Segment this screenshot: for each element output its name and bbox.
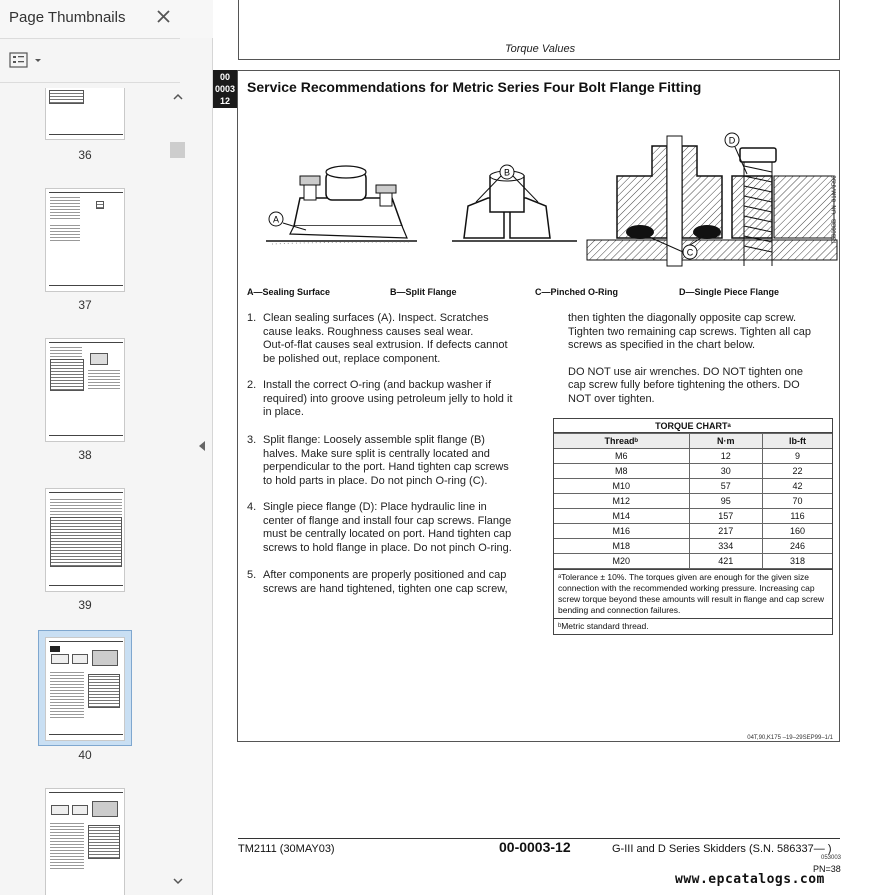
watermark-text: www.epcatalogs.com xyxy=(675,872,825,887)
step-text: After components are properly positioned and cap screws are hand tightened, tighten one cap screw, xyxy=(263,569,508,595)
torque-chart-title: TORQUE CHARTᵃ xyxy=(554,419,832,433)
step-text: Install the correct O-ring (and backup washer if required) into groove using petroleum jelly to hold it in place. xyxy=(263,379,513,418)
nm-cell: 12 xyxy=(689,449,762,464)
thread-cell: M10 xyxy=(554,479,689,494)
side-tab-line: 00 xyxy=(219,72,230,82)
thread-cell: M16 xyxy=(554,524,689,539)
flange-illustration xyxy=(242,126,842,286)
thumbnail-scrollbar[interactable] xyxy=(170,88,186,895)
panel-divider xyxy=(0,82,180,83)
thread-cell: M8 xyxy=(554,464,689,479)
step-text: Single piece flange (D): Place hydraulic line in center of flange and install four cap screws. Flange must be centrally located on port. Hand tighten cap screws to hold flange in place. Do not pinch O-ring. xyxy=(263,501,512,554)
scroll-up-icon[interactable] xyxy=(173,92,183,102)
footer-code: 053003 xyxy=(821,855,842,861)
step-number: 4. xyxy=(247,501,257,513)
thumbnail-label: 37 xyxy=(78,298,92,312)
panel-title: Page Thumbnails xyxy=(9,9,126,26)
thumbnail-page-38[interactable] xyxy=(45,338,125,442)
lbft-cell: 42 xyxy=(763,479,832,494)
footer-manual-id: TM2111 (30MAY03) xyxy=(238,843,335,855)
nm-cell: 334 xyxy=(689,539,762,554)
thumbnail-page-37[interactable] xyxy=(45,188,125,292)
step-number: 3. xyxy=(247,434,257,446)
lbft-cell: 160 xyxy=(763,524,832,539)
thumbnail-options-icon xyxy=(8,50,44,70)
nm-cell: 421 xyxy=(689,554,762,569)
flange-figure xyxy=(242,126,842,286)
footer-pn: PN=38 xyxy=(813,864,841,874)
footer-page-number: 00-0003-12 xyxy=(499,839,571,855)
cross-section-drawing xyxy=(587,133,837,266)
callout-label-b: B xyxy=(503,167,511,178)
thread-cell: M18 xyxy=(554,539,689,554)
caption-split-flange: B—Split Flange xyxy=(390,287,457,297)
table-row xyxy=(554,554,832,569)
thumbnail-label: 36 xyxy=(78,148,92,162)
lbft-cell: 318 xyxy=(763,554,832,569)
column-header: Threadᵇ xyxy=(554,434,689,449)
thumbnail-label: 40 xyxy=(78,748,92,762)
step-5-continued: then tighten the diagonally opposite cap screw. Tighten two remaining cap screws. Tighten all cap screws as specified in the chart below. xyxy=(568,312,811,351)
document-page xyxy=(213,0,888,895)
page-heading: Service Recommendations for Metric Series Four Bolt Flange Fitting xyxy=(247,79,702,95)
header-box xyxy=(238,0,840,60)
panel-divider xyxy=(0,38,180,39)
callout-label-a: A xyxy=(272,214,280,225)
table-row xyxy=(554,524,832,539)
thumbnail-page-41[interactable] xyxy=(45,788,125,895)
right-column-text xyxy=(568,312,840,419)
table-row xyxy=(554,494,832,509)
step-number: 5. xyxy=(247,569,257,581)
thread-cell: M20 xyxy=(554,554,689,569)
split-flange-drawing xyxy=(452,165,577,241)
lbft-cell: 116 xyxy=(763,509,832,524)
column-header: N·m xyxy=(689,434,762,449)
thumbnail-label: 38 xyxy=(78,448,92,462)
document-id: 04T,90,K175 –19–29SEP99–1/1 xyxy=(747,735,833,741)
side-tab-line: 12 xyxy=(219,96,230,106)
nm-cell: 217 xyxy=(689,524,762,539)
sealing-surface-drawing xyxy=(266,166,417,244)
side-tab-line: 0003 xyxy=(214,84,236,94)
collapse-left-icon[interactable] xyxy=(197,440,207,452)
torque-table xyxy=(554,433,832,569)
caption-single-piece-flange: D—Single Piece Flange xyxy=(679,287,780,297)
nm-cell: 57 xyxy=(689,479,762,494)
step-number: 2. xyxy=(247,379,257,391)
scroll-down-icon[interactable] xyxy=(173,876,183,886)
column-header: lb-ft xyxy=(763,434,832,449)
nm-cell: 95 xyxy=(689,494,762,509)
thumbnail-page-40[interactable] xyxy=(45,637,125,741)
step-text: Split flange: Loosely assemble split flange (B) halves. Make sure split is centrally located and perpendicular to the port. Hand tighten cap screws to hold parts in place. Do not pinch O-ring (C). xyxy=(263,434,509,487)
step-number: 1. xyxy=(247,312,257,324)
section-side-tab xyxy=(213,70,237,108)
content-box xyxy=(237,70,840,742)
table-row xyxy=(554,539,832,554)
table-row xyxy=(554,479,832,494)
footnote-tolerance: ᵃTolerance ± 10%. The torques given are enough for the given size connection with the recommended working pressure. Increasing cap screw torque beyond these amounts will result in flange and cap screw bending and connection failures. xyxy=(554,569,832,618)
table-header-row xyxy=(554,434,832,449)
thumbnail-options-button[interactable] xyxy=(8,50,44,70)
callout-label-d: D xyxy=(728,135,736,146)
footnote-metric: ᵇMetric standard thread. xyxy=(554,618,832,634)
thread-cell: M6 xyxy=(554,449,689,464)
caption-pinched-oring: C—Pinched O-Ring xyxy=(535,287,618,297)
nm-cell: 157 xyxy=(689,509,762,524)
table-row xyxy=(554,464,832,479)
table-row xyxy=(554,509,832,524)
thumbnail-panel xyxy=(0,0,213,895)
thumbnail-page-36[interactable] xyxy=(45,88,125,140)
thumbnail-label: 39 xyxy=(78,598,92,612)
callout-label-c: C xyxy=(686,247,694,258)
torque-chart xyxy=(553,418,833,635)
close-icon xyxy=(154,6,174,28)
caption-sealing-surface: A—Sealing Surface xyxy=(247,287,331,297)
panel-collapse-bar[interactable] xyxy=(191,0,213,895)
nm-cell: 30 xyxy=(689,464,762,479)
thumbnail-page-39[interactable] xyxy=(45,488,125,592)
scrollbar-thumb[interactable] xyxy=(170,142,185,158)
lbft-cell: 70 xyxy=(763,494,832,509)
lbft-cell: 22 xyxy=(763,464,832,479)
table-row xyxy=(554,449,832,464)
footer-machine-title: G-III and D Series Skidders (S.N. 586337— ) xyxy=(612,843,832,855)
section-title: Torque Values xyxy=(504,43,576,55)
lbft-cell: 9 xyxy=(763,449,832,464)
step-text: Clean sealing surfaces (A). Inspect. Scratches cause leaks. Roughness causes seal wear. Out-of-flat causes seal extrusion. If defects cannot be polished out, replace component. xyxy=(263,312,508,365)
thread-cell: M14 xyxy=(554,509,689,524)
panel-header xyxy=(0,0,213,38)
close-panel-button[interactable] xyxy=(154,6,174,28)
figure-code: T6909BB –UN–01MAR90 xyxy=(832,175,838,244)
lbft-cell: 246 xyxy=(763,539,832,554)
thread-cell: M12 xyxy=(554,494,689,509)
caution-text: DO NOT use air wrenches. DO NOT tighten one cap screw fully before tightening the others. DO NOT over tighten. xyxy=(568,365,803,405)
